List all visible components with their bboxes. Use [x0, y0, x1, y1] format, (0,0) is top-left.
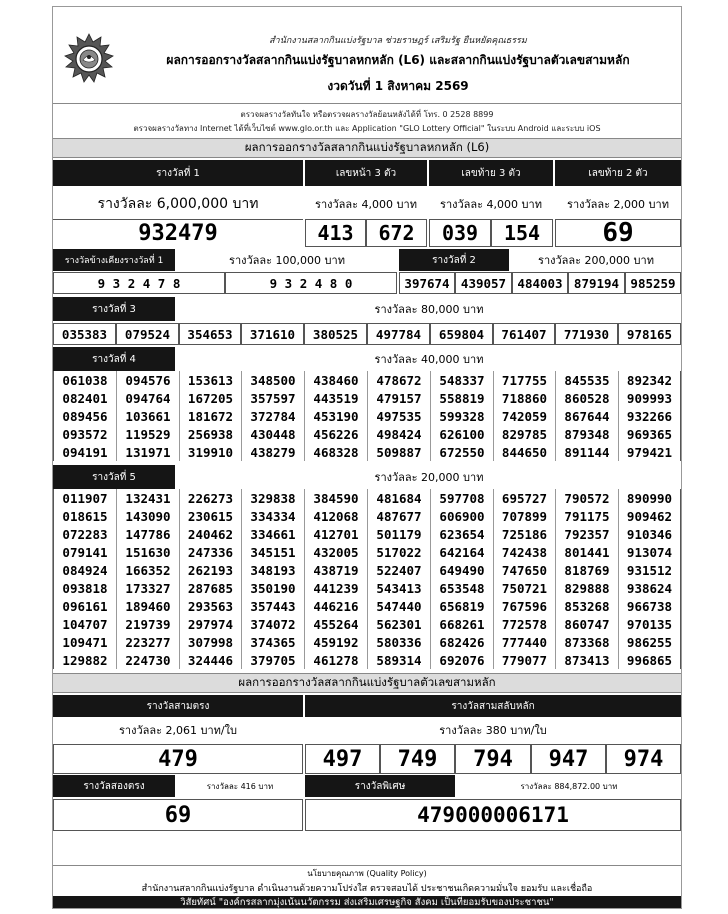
front3-number: 413: [305, 219, 366, 247]
near-first-amount: รางวัลละ 100,000 บาท: [229, 254, 345, 267]
first-prize-amount: รางวัลละ 6,000,000 บาท: [97, 196, 259, 212]
vision-statement: วิสัยทัศน์ "องค์กรสลากมุ่งเน้นนวัตกรรม ส่งเสริมเศรษฐกิจ สังคม เป็นที่ยอมรับของประชาชน": [53, 896, 681, 908]
prize-number-cell: 986255: [618, 633, 681, 651]
prize-number-cell: 481684: [367, 489, 430, 507]
prize-number-cell: 779077: [493, 651, 555, 669]
prize-number-cell: 379705: [241, 651, 304, 669]
prize-number-cell: 079524: [116, 323, 179, 345]
prize-number-cell: 153613: [179, 371, 241, 389]
prize-number-cell: 750721: [493, 579, 555, 597]
prize-number-cell: 147786: [116, 525, 179, 543]
straight2-label: รางวัลสองตรง: [53, 775, 175, 797]
fifth-prize-label: รางวัลที่ 5: [53, 465, 175, 489]
prize-number-cell: 357443: [241, 597, 304, 615]
straight2-amount: รางวัลละ 416 บาท: [206, 781, 274, 791]
third-prize-label: รางวัลที่ 3: [53, 297, 175, 321]
prize-number-cell: 742438: [493, 543, 555, 561]
prize-number-cell: 497535: [367, 407, 430, 425]
prize-number-cell: 623654: [430, 525, 493, 543]
agency-motto: สำนักงานสลากกินแบ่งรัฐบาล ช่วยราษฎร์ เสริมรัฐ ยืนหยัดคุณธรรม: [269, 36, 527, 46]
prize-number-cell: 777440: [493, 633, 555, 651]
prize-number-cell: 089456: [53, 407, 116, 425]
prize-number-cell: 432005: [304, 543, 367, 561]
prize-number-cell: 438460: [304, 371, 367, 389]
prize-number-cell: 297974: [179, 615, 241, 633]
prize-number-cell: 860528: [555, 389, 618, 407]
header-divider: [53, 103, 681, 104]
prize-number-cell: 345151: [241, 543, 304, 561]
prize-number-cell: 947: [531, 744, 606, 774]
special-label: รางวัลพิเศษ: [305, 775, 455, 797]
second-prize-label: รางวัลที่ 2: [399, 249, 509, 271]
prize-number-cell: 932266: [618, 407, 681, 425]
prize-number-cell: 018615: [53, 507, 116, 525]
prize-number-cell: 910346: [618, 525, 681, 543]
prize-number-cell: 348500: [241, 371, 304, 389]
prize-number-cell: 224730: [116, 651, 179, 669]
prize-number-cell: 497784: [367, 323, 430, 345]
prize-number-cell: 892342: [618, 371, 681, 389]
prize-number-cell: 350190: [241, 579, 304, 597]
prize-number-cell: 970135: [618, 615, 681, 633]
prize-number-cell: 104707: [53, 615, 116, 633]
prize-number-cell: 969365: [618, 425, 681, 443]
first-prize-label: รางวัลที่ 1: [53, 160, 303, 186]
prize-number-cell: 438279: [241, 443, 304, 461]
second-prize-amount: รางวัลละ 200,000 บาท: [538, 254, 654, 267]
prize-number-cell: 061038: [53, 371, 116, 389]
prize-number-cell: 456226: [304, 425, 367, 443]
third-prize-numbers: [53, 323, 681, 345]
prize-number-cell: 430448: [241, 425, 304, 443]
prize-number-cell: 548337: [430, 371, 493, 389]
prize-number-cell: 143090: [116, 507, 179, 525]
prize-number-cell: 011907: [53, 489, 116, 507]
prize-row: [53, 615, 681, 633]
prize-number-cell: 223277: [116, 633, 179, 651]
prize-number-cell: 478672: [367, 371, 430, 389]
fifth-prize-grid: [53, 489, 681, 669]
prize-row: [53, 371, 681, 389]
prize-number-cell: 597708: [430, 489, 493, 507]
prize-number-cell: 818769: [555, 561, 618, 579]
prize-number-cell: 682426: [430, 633, 493, 651]
prize-number-cell: 439057: [455, 272, 512, 294]
prize-number-cell: 094191: [53, 443, 116, 461]
prize-number-cell: 441239: [304, 579, 367, 597]
prize-number-cell: 668261: [430, 615, 493, 633]
last3-number: 154: [491, 219, 553, 247]
prize-number-cell: 845535: [555, 371, 618, 389]
prize-number-cell: 873368: [555, 633, 618, 651]
prize-number-cell: 844650: [493, 443, 555, 461]
front3-number: 672: [366, 219, 427, 247]
last3-label: เลขท้าย 3 ตัว: [429, 160, 553, 186]
prize-number-cell: 749: [380, 744, 455, 774]
prize-number-cell: 867644: [555, 407, 618, 425]
front3-label: เลขหน้า 3 ตัว: [305, 160, 427, 186]
prize-number-cell: 562301: [367, 615, 430, 633]
prize-number-cell: 287685: [179, 579, 241, 597]
prize-number-cell: 131971: [116, 443, 179, 461]
prize-number-cell: 119529: [116, 425, 179, 443]
prize-number-cell: 873413: [555, 651, 618, 669]
prize-number-cell: 293563: [179, 597, 241, 615]
prize-row: [53, 489, 681, 507]
prize-number-cell: 334661: [241, 525, 304, 543]
prize-number-cell: 909993: [618, 389, 681, 407]
prize-number-cell: 166352: [116, 561, 179, 579]
prize-number-cell: 606900: [430, 507, 493, 525]
prize-row: [53, 525, 681, 543]
prize-number-cell: 659804: [430, 323, 493, 345]
prize-row: [53, 597, 681, 615]
prize-number-cell: 626100: [430, 425, 493, 443]
prize-row: [53, 579, 681, 597]
prize-number-cell: 717755: [493, 371, 555, 389]
prize-number-cell: 093818: [53, 579, 116, 597]
prize-number-cell: 692076: [430, 651, 493, 669]
prize-number-cell: 384590: [304, 489, 367, 507]
fourth-prize-grid: [53, 371, 681, 461]
prize-number-cell: 767596: [493, 597, 555, 615]
l6-section-title: ผลการออกรางวัลสลากกินแบ่งรัฐบาลหกหลัก (L6): [53, 138, 681, 158]
prize-number-cell: 801441: [555, 543, 618, 561]
near-first-number: 9 3 2 4 8 0: [225, 272, 397, 294]
straight3-label: รางวัลสามตรง: [53, 695, 303, 717]
special-amount: รางวัลละ 884,872.00 บาท: [520, 781, 618, 791]
near-first-label: รางวัลข้างเคียงรางวัลที่ 1: [53, 249, 175, 271]
prize-number-cell: 109471: [53, 633, 116, 651]
prize-number-cell: 829785: [493, 425, 555, 443]
prize-number-cell: 307998: [179, 633, 241, 651]
check-web-text: ตรวจผลรางวัลทาง Internet ได้ที่เว็บไซต์ www.glo.or.th และ Application "GLO Lottery Official" ในระบบ Android และระบบ iOS: [133, 123, 601, 133]
prize-number-cell: 230615: [179, 507, 241, 525]
tote3-numbers: [305, 744, 681, 774]
prize-number-cell: 498424: [367, 425, 430, 443]
straight3-number: 479: [53, 744, 303, 774]
special-number: 479000006171: [305, 799, 681, 831]
prize-row: [53, 507, 681, 525]
prize-number-cell: 459192: [304, 633, 367, 651]
prize-number-cell: 642164: [430, 543, 493, 561]
prize-number-cell: 226273: [179, 489, 241, 507]
n3-section-title: ผลการออกรางวัลสลากกินแบ่งรัฐบาลตัวเลขสามหลัก: [53, 673, 681, 693]
prize-number-cell: 096161: [53, 597, 116, 615]
prize-number-cell: 240462: [179, 525, 241, 543]
footer-divider: [53, 865, 681, 866]
prize-number-cell: 938624: [618, 579, 681, 597]
tote3-label: รางวัลสามสลับหลัก: [305, 695, 681, 717]
prize-number-cell: 082401: [53, 389, 116, 407]
prize-number-cell: 879348: [555, 425, 618, 443]
prize-row: [53, 561, 681, 579]
quality-policy-text: สำนักงานสลากกินแบ่งรัฐบาล ดำเนินงานด้วยความโปร่งใส ตรวจสอบได้ ประชาชนเกิดความมั่นใจ ยอมรับ และเชื่อถือ: [141, 884, 593, 894]
prize-number-cell: 792357: [555, 525, 618, 543]
prize-number-cell: 438719: [304, 561, 367, 579]
prize-number-cell: 132431: [116, 489, 179, 507]
prize-number-cell: 446216: [304, 597, 367, 615]
prize-number-cell: 522407: [367, 561, 430, 579]
prize-number-cell: 453190: [304, 407, 367, 425]
prize-number-cell: 247336: [179, 543, 241, 561]
prize-number-cell: 397674: [399, 272, 455, 294]
prize-number-cell: 372784: [241, 407, 304, 425]
prize-number-cell: 985259: [625, 272, 681, 294]
prize-number-cell: 772578: [493, 615, 555, 633]
prize-number-cell: 129882: [53, 651, 116, 669]
prize-number-cell: 354653: [179, 323, 241, 345]
prize-number-cell: 909462: [618, 507, 681, 525]
prize-number-cell: 761407: [493, 323, 555, 345]
prize-number-cell: 334334: [241, 507, 304, 525]
prize-number-cell: 742059: [493, 407, 555, 425]
prize-number-cell: 747650: [493, 561, 555, 579]
prize-number-cell: 093572: [53, 425, 116, 443]
prize-number-cell: 443519: [304, 389, 367, 407]
prize-number-cell: 718860: [493, 389, 555, 407]
fourth-prize-amount: รางวัลละ 40,000 บาท: [374, 353, 484, 366]
prize-number-cell: 348193: [241, 561, 304, 579]
prize-number-cell: 262193: [179, 561, 241, 579]
prize-number-cell: 380525: [304, 323, 367, 345]
prize-number-cell: 084924: [53, 561, 116, 579]
prize-number-cell: 072283: [53, 525, 116, 543]
prize-number-cell: 974: [606, 744, 681, 774]
prize-number-cell: 978165: [618, 323, 681, 345]
prize-number-cell: 853268: [555, 597, 618, 615]
straight3-amount: รางวัลละ 2,061 บาท/ใบ: [119, 724, 237, 737]
draw-date: งวดวันที่ 1 สิงหาคม 2569: [327, 78, 469, 93]
prize-number-cell: 324446: [179, 651, 241, 669]
prize-number-cell: 547440: [367, 597, 430, 615]
prize-number-cell: 979421: [618, 443, 681, 461]
last2-number: 69: [555, 219, 681, 247]
prize-number-cell: 094576: [116, 371, 179, 389]
prize-number-cell: 319910: [179, 443, 241, 461]
front3-amount: รางวัลละ 4,000 บาท: [315, 198, 417, 211]
prize-number-cell: 580336: [367, 633, 430, 651]
prize-number-cell: 672550: [430, 443, 493, 461]
tote3-amount: รางวัลละ 380 บาท/ใบ: [439, 724, 547, 737]
prize-number-cell: 371610: [241, 323, 304, 345]
prize-number-cell: 461278: [304, 651, 367, 669]
third-prize-amount: รางวัลละ 80,000 บาท: [374, 303, 484, 316]
prize-number-cell: 468328: [304, 443, 367, 461]
last3-amount: รางวัลละ 4,000 บาท: [440, 198, 542, 211]
prize-number-cell: 094764: [116, 389, 179, 407]
prize-number-cell: 543413: [367, 579, 430, 597]
prize-row: [53, 633, 681, 651]
prize-number-cell: 219739: [116, 615, 179, 633]
last3-number: 039: [429, 219, 491, 247]
prize-number-cell: 256938: [179, 425, 241, 443]
prize-number-cell: 509887: [367, 443, 430, 461]
straight2-number: 69: [53, 799, 303, 831]
prize-number-cell: 501179: [367, 525, 430, 543]
prize-number-cell: 879194: [568, 272, 625, 294]
prize-number-cell: 649490: [430, 561, 493, 579]
prize-row: [53, 651, 681, 669]
result-sheet: [52, 6, 682, 909]
prize-number-cell: 357597: [241, 389, 304, 407]
prize-number-cell: 966738: [618, 597, 681, 615]
prize-number-cell: 374072: [241, 615, 304, 633]
prize-number-cell: 599328: [430, 407, 493, 425]
prize-number-cell: 653548: [430, 579, 493, 597]
prize-number-cell: 035383: [53, 323, 116, 345]
fourth-prize-label: รางวัลที่ 4: [53, 347, 175, 371]
prize-number-cell: 931512: [618, 561, 681, 579]
prize-row: [53, 443, 681, 461]
prize-number-cell: 558819: [430, 389, 493, 407]
prize-number-cell: 695727: [493, 489, 555, 507]
prize-number-cell: 725186: [493, 525, 555, 543]
prize-number-cell: 771930: [555, 323, 618, 345]
prize-number-cell: 891144: [555, 443, 618, 461]
glo-emblem-icon: [63, 33, 115, 85]
prize-number-cell: 412068: [304, 507, 367, 525]
prize-number-cell: 996865: [618, 651, 681, 669]
prize-number-cell: 487677: [367, 507, 430, 525]
prize-number-cell: 656819: [430, 597, 493, 615]
prize-number-cell: 517022: [367, 543, 430, 561]
prize-number-cell: 412701: [304, 525, 367, 543]
prize-number-cell: 497: [305, 744, 380, 774]
fifth-prize-amount: รางวัลละ 20,000 บาท: [374, 471, 484, 484]
prize-number-cell: 189460: [116, 597, 179, 615]
first-prize-number: 932479: [53, 219, 303, 247]
prize-number-cell: 479157: [367, 389, 430, 407]
prize-number-cell: 791175: [555, 507, 618, 525]
prize-row: [53, 425, 681, 443]
prize-number-cell: 181672: [179, 407, 241, 425]
prize-number-cell: 167205: [179, 389, 241, 407]
last2-amount: รางวัลละ 2,000 บาท: [567, 198, 669, 211]
second-prize-numbers: [399, 272, 681, 294]
last2-label: เลขท้าย 2 ตัว: [555, 160, 681, 186]
prize-number-cell: 890990: [618, 489, 681, 507]
check-phone-text: ตรวจผลรางวัลทันใจ หรือตรวจผลรางวัลย้อนหลังได้ที่ โทร. 0 2528 8899: [240, 109, 494, 119]
prize-number-cell: 790572: [555, 489, 618, 507]
prize-row: [53, 389, 681, 407]
prize-number-cell: 589314: [367, 651, 430, 669]
prize-row: [53, 543, 681, 561]
prize-number-cell: 484003: [512, 272, 568, 294]
prize-number-cell: 707899: [493, 507, 555, 525]
quality-policy-title: นโยบายคุณภาพ (Quality Policy): [307, 869, 427, 878]
prize-number-cell: 374365: [241, 633, 304, 651]
prize-number-cell: 329838: [241, 489, 304, 507]
prize-number-cell: 829888: [555, 579, 618, 597]
prize-number-cell: 103661: [116, 407, 179, 425]
prize-number-cell: 913074: [618, 543, 681, 561]
prize-number-cell: 079141: [53, 543, 116, 561]
prize-number-cell: 455264: [304, 615, 367, 633]
page-title: ผลการออกรางวัลสลากกินแบ่งรัฐบาลหกหลัก (L6) และสลากกินแบ่งรัฐบาลตัวเลขสามหลัก: [166, 52, 630, 67]
prize-row: [53, 407, 681, 425]
prize-number-cell: 173327: [116, 579, 179, 597]
prize-number-cell: 794: [455, 744, 531, 774]
prize-number-cell: 151630: [116, 543, 179, 561]
near-first-number: 9 3 2 4 7 8: [53, 272, 225, 294]
prize-number-cell: 860747: [555, 615, 618, 633]
